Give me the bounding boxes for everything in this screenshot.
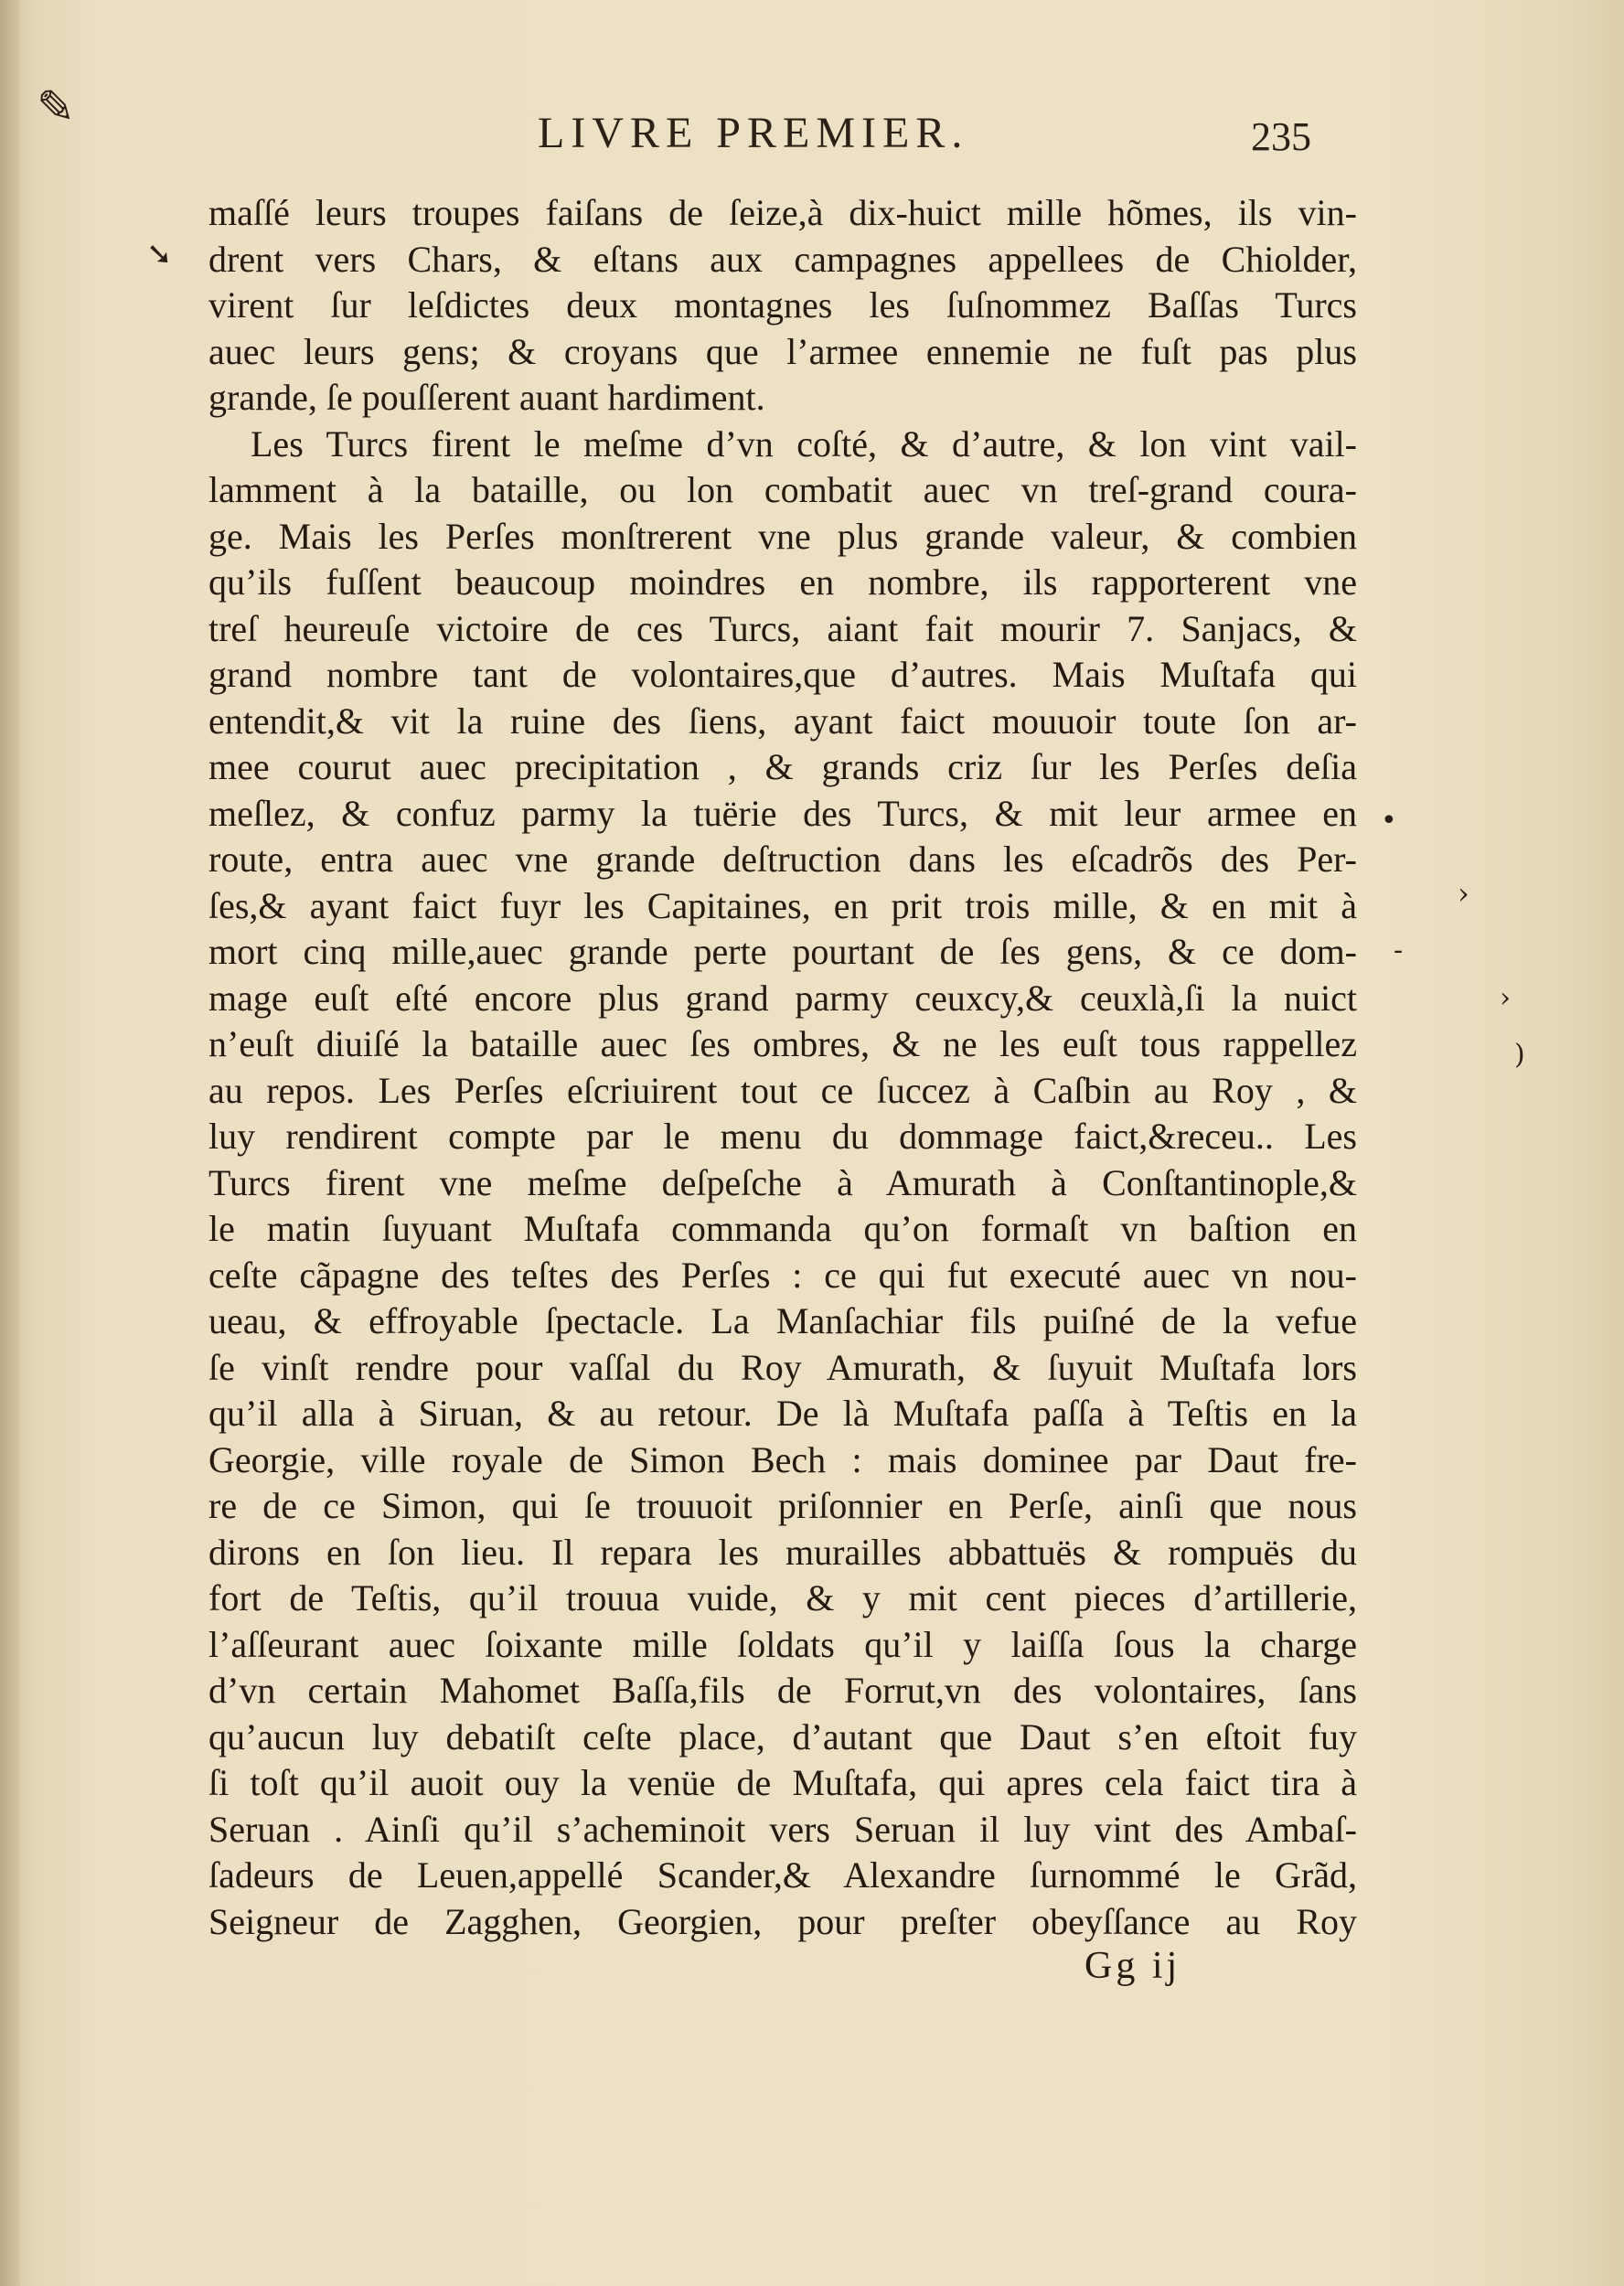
text-line: meſlez, & confuz parmy la tuërie des Turcs, & mit leur armee en xyxy=(208,792,1357,834)
page-number: 235 xyxy=(1251,114,1311,159)
text-line: Georgie, ville royale de Simon Bech : mais dominee par Daut fre- xyxy=(208,1438,1357,1480)
text-line: ſe vinſt rendre pour vaſſal du Roy Amurath, & ſuyuit Muſtafa lors xyxy=(208,1346,1357,1388)
text-line: qu’il alla à Siruan, & au retour. De là Muſtafa paſſa à Teſtis en la xyxy=(208,1393,1357,1434)
text-line: ueau, & effroyable ſpectacle. La Manſachiar fils puiſné de la vefue xyxy=(208,1300,1357,1341)
text-line: n’euſt diuiſé la bataille auec ſes ombres, & ne les euſt tous rappellez xyxy=(208,1023,1357,1064)
margin-ink-mark: • xyxy=(1381,805,1397,837)
text-line: qu’aucun luy debatiſt ceſte place, d’autant que Daut s’en eſtoit fuy xyxy=(208,1715,1357,1757)
text-line: grande, ſe pouſſerent auant hardiment. xyxy=(208,377,765,418)
text-line: Turcs firent vne meſme deſpeſche à Amurath à Conſtantinople,& xyxy=(208,1161,1357,1203)
text-line: mort cinq mille,auec grande perte pourtant de ſes gens, & ce dom- xyxy=(208,931,1357,972)
margin-ink-mark: ➘ xyxy=(146,236,173,272)
text-line: d’vn certain Mahomet Baſſa,fils de Forrut,vn des volontaires, ſans xyxy=(208,1670,1357,1711)
text-line: lamment à la bataille, ou lon combatit auec vn treſ-grand coura- xyxy=(208,469,1357,510)
text-line: maſſé leurs troupes faiſans de ſeize,à dix-huict mille hõmes, ils vin- xyxy=(208,192,1357,233)
text-line: drent vers Chars, & eſtans aux campagnes appellees de Chiolder, xyxy=(208,238,1357,280)
text-line: ſadeurs de Leuen,appellé Scander,& Alexandre ſurnommé le Grãd, xyxy=(208,1854,1357,1896)
text-line: au repos. Les Perſes eſcriuirent tout ce ſuccez à Caſbin au Roy , & xyxy=(208,1069,1357,1111)
text-line: dirons en ſon lieu. Il repara les murailles abbattuës & rompuës du xyxy=(208,1531,1357,1573)
text-line: qu’ils fuſſent beaucoup moindres en nombre, ils rapporterent vne xyxy=(208,561,1357,603)
text-line: Les Turcs firent le meſme d’vn coſté, & d’autre, & lon vint vail- xyxy=(251,422,1357,465)
body-text xyxy=(208,190,1357,1945)
text-line: mage euſt eſté encore plus grand parmy ceuxcy,& ceuxlà,ſi la nuict xyxy=(208,977,1357,1019)
text-line: ceſte cãpagne des teſtes des Perſes : ce qui fut executé auec vn nou- xyxy=(208,1254,1357,1296)
text-line: re de ce Simon, qui ſe trouuoit priſonnier en Perſe, ainſi que nous xyxy=(208,1485,1357,1526)
signature-mark: Gg ij xyxy=(1084,1945,1181,1987)
text-line: ge. Mais les Perſes monſtrerent vne plus grande valeur, & combien xyxy=(208,515,1357,557)
page-header xyxy=(538,108,1361,172)
text-line: virent ſur leſdictes deux montagnes les ſuſnommez Baſſas Turcs xyxy=(208,284,1357,326)
text-line: le matin ſuyuant Muſtafa commanda qu’on formaſt vn baſtion en xyxy=(208,1208,1357,1249)
text-line: ſi toſt qu’il auoit ouy la venüe de Muſtafa, qui apres cela faict tira à xyxy=(208,1762,1357,1803)
margin-ink-mark: ✎ xyxy=(37,80,75,134)
text-line: grand nombre tant de volontaires,que d’autres. Mais Muſtafa qui xyxy=(208,654,1357,695)
text-line: Seigneur de Zagghen, Georgien, pour preſter obeyſſance au Roy xyxy=(208,1900,1357,1942)
text-line: ſes,& ayant faict fuyr les Capitaines, en prit trois mille, & en mit à xyxy=(208,884,1357,926)
text-line: auec leurs gens; & croyans que l’armee ennemie ne fuſt pas plus xyxy=(208,330,1357,372)
margin-ink-mark: › xyxy=(1500,982,1511,1014)
margin-ink-mark: ) xyxy=(1514,1039,1525,1071)
text-line: route, entra auec vne grande deſtruction dans les eſcadrõs des Per- xyxy=(208,839,1357,880)
page-gutter-shadow xyxy=(0,0,20,2286)
text-line: fort de Teſtis, qu’il trouua vuide, & y mit cent pieces d’artillerie, xyxy=(208,1577,1357,1618)
text-line: Seruan . Ainſi qu’il s’acheminoit vers Seruan il luy vint des Ambaſ- xyxy=(208,1808,1357,1850)
text-line: mee courut auec precipitation , & grands criz ſur les Perſes deſia xyxy=(208,746,1357,787)
text-line: luy rendirent compte par le menu du dommage faict,&receu.. Les xyxy=(208,1116,1357,1157)
running-head: LIVRE PREMIER. xyxy=(538,109,969,157)
text-line: entendit,& vit la ruine des ſiens, ayant faict mouuoir toute ſon ar- xyxy=(208,700,1357,742)
text-line: l’aſſeurant auec ſoixante mille ſoldats qu’il y laiſſa ſous la charge xyxy=(208,1623,1357,1665)
margin-ink-mark: › xyxy=(1458,876,1469,911)
margin-ink-mark: - xyxy=(1394,935,1404,967)
text-line: treſ heureuſe victoire de ces Turcs, aiant fait mourir 7. Sanjacs, & xyxy=(208,607,1357,649)
